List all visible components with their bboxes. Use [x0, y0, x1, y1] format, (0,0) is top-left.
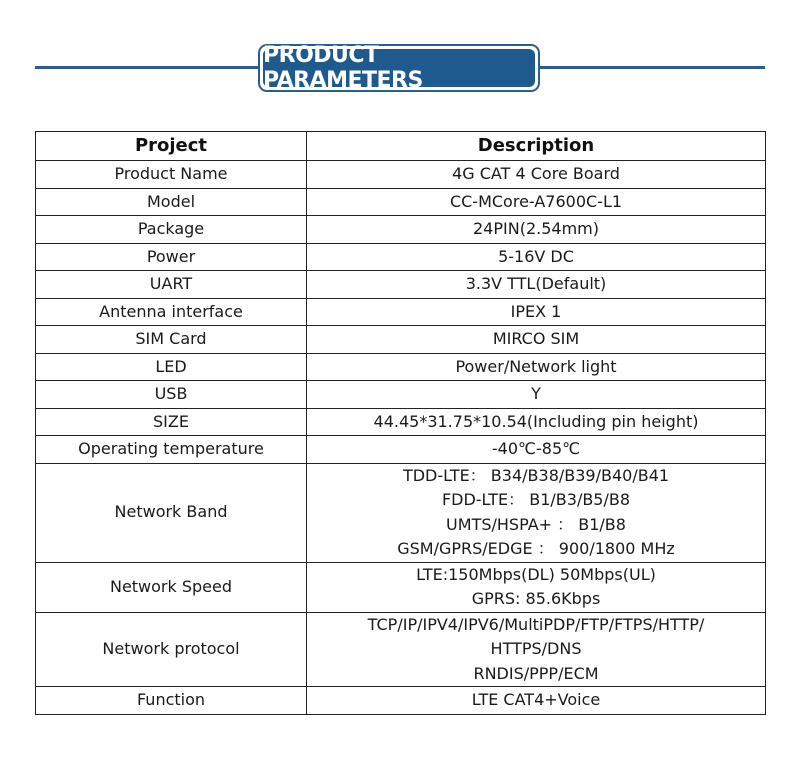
row-description-cell [307, 562, 766, 612]
row-project-cell: LED [36, 353, 307, 381]
table-row [36, 326, 766, 354]
row-description-cell [307, 271, 766, 299]
description-line: Y [531, 384, 541, 403]
description-line: RNDIS/PPP/ECM [473, 663, 599, 683]
column-header-description: Description [307, 132, 766, 161]
description-line: HTTPS/DNS [490, 639, 582, 658]
row-description-cell [307, 216, 766, 244]
row-description-cell [307, 463, 766, 562]
table-row [36, 381, 766, 409]
description-line: -40℃-85℃ [491, 439, 581, 458]
section-title-badge [258, 44, 540, 92]
description-line: TCP/IP/IPV4/IPV6/MultiPDP/FTP/FTPS/HTTP/ [367, 614, 705, 634]
row-description-cell [307, 436, 766, 464]
description-line: 5-16V DC [498, 246, 574, 266]
table-row [36, 216, 766, 244]
description-line: IPEX 1 [510, 301, 562, 321]
row-description-cell [307, 381, 766, 409]
description-line: CC-MCore-A7600C-L1 [449, 191, 623, 211]
row-description-cell [307, 353, 766, 381]
table-row [36, 408, 766, 436]
description-line: 44.45*31.75*10.54(Including pin height) [373, 411, 699, 431]
description-line: 3.3V TTL(Default) [465, 274, 607, 293]
row-project-cell: Model [36, 188, 307, 216]
row-description-cell [307, 326, 766, 354]
table-row [36, 243, 766, 271]
table-row [36, 562, 766, 612]
description-line: 4G CAT 4 Core Board [452, 164, 620, 183]
table-row [36, 353, 766, 381]
section-title: PRODUCT PARAMETERS [263, 49, 535, 87]
description-line: FDD-LTE： B1/B3/B5/B8 [441, 490, 631, 509]
row-project-cell: Power [36, 243, 307, 271]
table-row [36, 436, 766, 464]
table-row [36, 271, 766, 299]
row-project-cell: Network Speed [36, 562, 307, 612]
row-description-cell [307, 612, 766, 687]
row-project-cell: Network protocol [36, 612, 307, 687]
description-line: UMTS/HSPA+ ： B1/B8 [446, 514, 626, 534]
table-row [36, 687, 766, 715]
description-line: MIRCO SIM [492, 329, 580, 348]
parameters-table [35, 131, 766, 715]
row-project-cell: USB [36, 381, 307, 409]
table-row [36, 612, 766, 687]
row-project-cell: Network Band [36, 463, 307, 562]
row-description-cell [307, 408, 766, 436]
column-header-project: Project [36, 132, 307, 161]
table-row [36, 298, 766, 326]
description-line: GSM/GPRS/EDGE ： 900/1800 MHz [397, 539, 675, 558]
table-row [36, 463, 766, 562]
row-project-cell: Function [36, 687, 307, 715]
table-row [36, 161, 766, 189]
row-project-cell: SIM Card [36, 326, 307, 354]
row-description-cell [307, 161, 766, 189]
row-description-cell [307, 298, 766, 326]
row-project-cell: UART [36, 271, 307, 299]
row-project-cell: SIZE [36, 408, 307, 436]
table-row [36, 188, 766, 216]
row-project-cell: Operating temperature [36, 436, 307, 464]
row-description-cell [307, 243, 766, 271]
row-description-cell [307, 188, 766, 216]
description-line: Power/Network light [455, 356, 617, 376]
description-line: LTE:150Mbps(DL) 50Mbps(UL) [416, 564, 656, 584]
description-line: LTE CAT4+Voice [471, 690, 601, 709]
description-line: GPRS: 85.6Kbps [471, 589, 601, 608]
table-header-row [36, 132, 766, 161]
row-project-cell: Product Name [36, 161, 307, 189]
description-line: TDD-LTE： B34/B38/B39/B40/B41 [402, 465, 670, 485]
row-project-cell: Package [36, 216, 307, 244]
row-project-cell: Antenna interface [36, 298, 307, 326]
row-description-cell [307, 687, 766, 715]
description-line: 24PIN(2.54mm) [473, 219, 599, 238]
